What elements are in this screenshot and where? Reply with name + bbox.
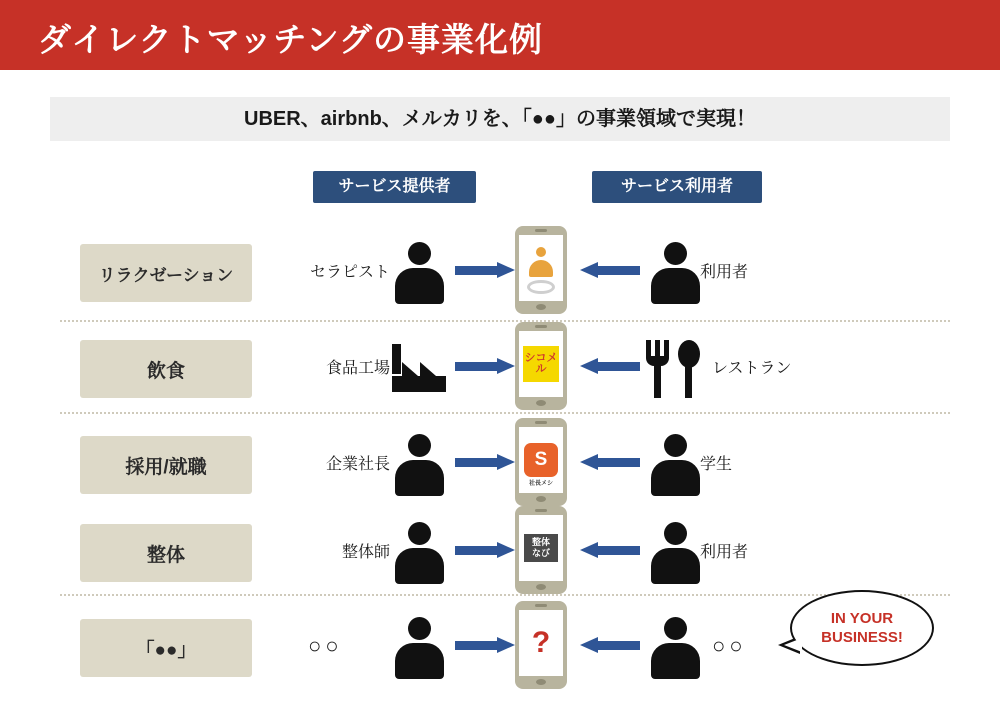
subtitle-text: UBER、airbnb、メルカリを、「●●」の事業領域で実現！ [244,108,756,130]
provider-label: ○○ [308,633,343,658]
table-row [0,322,1000,418]
arrow-left-icon [580,542,640,558]
speech-balloon [790,590,934,666]
person-icon [648,434,702,496]
balloon-line-1: IN YOUR [830,610,894,627]
person-icon [392,434,446,496]
provider-label: 整体師 [341,544,390,561]
phone-icon [515,226,567,314]
user-label: 学生 [700,456,733,473]
person-icon [648,522,702,584]
balloon-line-2: BUSINESS! [821,629,903,646]
person-icon [392,522,446,584]
app-icon-seitainavi-line2: なび [531,548,550,558]
app-icon-shikomeru: シコメル [523,346,559,382]
phone-icon [515,601,567,689]
arrow-right-icon [455,262,515,278]
table-row [0,226,1000,322]
provider-label: 食品工場 [325,360,390,377]
app-icon-seitainavi-line1: 整体 [531,537,550,547]
category-pill: 整体 [80,524,252,582]
arrow-left-icon [580,454,640,470]
app-icon-seitainavi [524,534,558,562]
person-icon [648,617,702,679]
subtitle-band [50,97,950,141]
app-icon-question: ? [531,626,551,659]
balloon-tail-inner [784,638,802,652]
arrow-right-icon [455,358,515,374]
person-icon [392,617,446,679]
category-pill: 飲食 [80,340,252,398]
table-row [0,506,1000,602]
user-label: ○○ [712,633,747,658]
user-label: 利用者 [700,544,749,561]
provider-label: 企業社長 [325,456,390,473]
arrow-right-icon [455,637,515,653]
phone-icon [515,418,567,506]
category-pill: リラクゼーション [80,244,252,302]
phone-icon [515,322,567,410]
person-icon [392,242,446,304]
column-header-user: サービス利用者 [592,171,762,203]
arrow-left-icon [580,637,640,653]
page-title: ダイレクトマッチングの事業化例 [38,21,544,58]
arrow-right-icon [455,542,515,558]
factory-icon [388,344,448,392]
user-label: レストラン [712,360,792,377]
app-icon-shachomeshi: S [524,443,558,477]
category-pill: 採用/就職 [80,436,252,494]
person-icon [648,242,702,304]
cutlery-icon [640,340,704,398]
app-icon-relaxation [519,235,563,301]
arrow-right-icon [455,454,515,470]
provider-label: セラピスト [309,264,390,281]
user-label: 利用者 [700,264,749,281]
app-icon-shachomeshi-label: 社長メシ [528,481,553,487]
category-pill: 「●●」 [80,619,252,677]
phone-icon [515,506,567,594]
arrow-left-icon [580,358,640,374]
arrow-left-icon [580,262,640,278]
table-row [0,418,1000,514]
column-header-provider: サービス提供者 [313,171,476,203]
